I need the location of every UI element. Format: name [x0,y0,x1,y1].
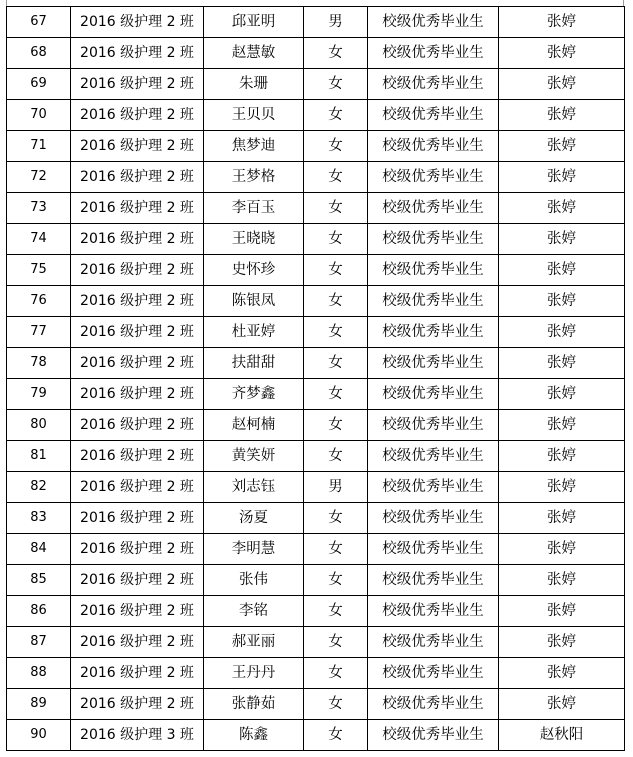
award-cell: 校级优秀毕业生 [368,410,499,441]
table-row [7,317,625,348]
student-name-cell: 赵慧敏 [204,38,304,69]
class-cell: 2016 级护理 2 班 [71,286,204,317]
award-cell: 校级优秀毕业生 [368,689,499,720]
award-cell: 校级优秀毕业生 [368,565,499,596]
row-number-cell: 88 [7,658,71,689]
gender-cell: 女 [304,224,368,255]
table-row [7,162,625,193]
teacher-cell: 张婷 [499,131,625,162]
row-number-cell: 89 [7,689,71,720]
student-name-cell: 王丹丹 [204,658,304,689]
table-row [7,720,625,751]
table-row [7,38,625,69]
row-number-cell: 72 [7,162,71,193]
teacher-cell: 张婷 [499,7,625,38]
teacher-cell: 张婷 [499,255,625,286]
student-name-cell: 张静茹 [204,689,304,720]
class-cell: 2016 级护理 2 班 [71,7,204,38]
table-row [7,131,625,162]
class-cell: 2016 级护理 2 班 [71,131,204,162]
gender-cell: 女 [304,131,368,162]
student-name-cell: 史怀珍 [204,255,304,286]
gender-cell: 女 [304,503,368,534]
award-cell: 校级优秀毕业生 [368,162,499,193]
award-cell: 校级优秀毕业生 [368,255,499,286]
award-cell: 校级优秀毕业生 [368,193,499,224]
gender-cell: 女 [304,441,368,472]
row-number-cell: 78 [7,348,71,379]
teacher-cell: 张婷 [499,100,625,131]
row-number-cell: 76 [7,286,71,317]
student-name-cell: 黄笑妍 [204,441,304,472]
gender-cell: 女 [304,534,368,565]
class-cell: 2016 级护理 2 班 [71,689,204,720]
award-cell: 校级优秀毕业生 [368,534,499,565]
table-row [7,286,625,317]
class-cell: 2016 级护理 3 班 [71,720,204,751]
student-name-cell: 扶甜甜 [204,348,304,379]
gender-cell: 女 [304,317,368,348]
row-number-cell: 87 [7,627,71,658]
class-cell: 2016 级护理 2 班 [71,441,204,472]
award-cell: 校级优秀毕业生 [368,348,499,379]
gender-cell: 女 [304,565,368,596]
teacher-cell: 张婷 [499,627,625,658]
teacher-cell: 张婷 [499,689,625,720]
class-cell: 2016 级护理 2 班 [71,472,204,503]
award-cell: 校级优秀毕业生 [368,7,499,38]
student-name-cell: 朱珊 [204,69,304,100]
award-cell: 校级优秀毕业生 [368,38,499,69]
student-name-cell: 张伟 [204,565,304,596]
student-name-cell: 刘志钰 [204,472,304,503]
gender-cell: 女 [304,348,368,379]
row-number-cell: 80 [7,410,71,441]
row-number-cell: 69 [7,69,71,100]
award-cell: 校级优秀毕业生 [368,658,499,689]
gender-cell: 女 [304,627,368,658]
teacher-cell: 张婷 [499,472,625,503]
class-cell: 2016 级护理 2 班 [71,162,204,193]
class-cell: 2016 级护理 2 班 [71,410,204,441]
class-cell: 2016 级护理 2 班 [71,658,204,689]
award-cell: 校级优秀毕业生 [368,69,499,100]
table-row [7,534,625,565]
class-cell: 2016 级护理 2 班 [71,627,204,658]
student-name-cell: 郝亚丽 [204,627,304,658]
row-number-cell: 74 [7,224,71,255]
student-name-cell: 李铭 [204,596,304,627]
gender-cell: 女 [304,596,368,627]
row-number-cell: 79 [7,379,71,410]
gender-cell: 女 [304,162,368,193]
table-row [7,348,625,379]
table-row [7,565,625,596]
class-cell: 2016 级护理 2 班 [71,193,204,224]
table-row [7,441,625,472]
gender-cell: 女 [304,720,368,751]
teacher-cell: 张婷 [499,658,625,689]
table-body [7,7,625,751]
table-row [7,7,625,38]
teacher-cell: 赵秋阳 [499,720,625,751]
row-number-cell: 67 [7,7,71,38]
student-name-cell: 王贝贝 [204,100,304,131]
teacher-cell: 张婷 [499,503,625,534]
award-cell: 校级优秀毕业生 [368,627,499,658]
teacher-cell: 张婷 [499,286,625,317]
teacher-cell: 张婷 [499,534,625,565]
row-number-cell: 84 [7,534,71,565]
class-cell: 2016 级护理 2 班 [71,596,204,627]
gender-cell: 女 [304,379,368,410]
table-row [7,255,625,286]
gender-cell: 男 [304,7,368,38]
row-number-cell: 75 [7,255,71,286]
gender-cell: 女 [304,69,368,100]
student-name-cell: 李明慧 [204,534,304,565]
teacher-cell: 张婷 [499,69,625,100]
award-cell: 校级优秀毕业生 [368,224,499,255]
student-name-cell: 陈鑫 [204,720,304,751]
teacher-cell: 张婷 [499,224,625,255]
gender-cell: 女 [304,658,368,689]
row-number-cell: 71 [7,131,71,162]
table-row [7,410,625,441]
award-cell: 校级优秀毕业生 [368,379,499,410]
award-cell: 校级优秀毕业生 [368,596,499,627]
row-number-cell: 90 [7,720,71,751]
teacher-cell: 张婷 [499,348,625,379]
gender-cell: 女 [304,410,368,441]
table-row [7,472,625,503]
award-cell: 校级优秀毕业生 [368,286,499,317]
class-cell: 2016 级护理 2 班 [71,317,204,348]
teacher-cell: 张婷 [499,565,625,596]
teacher-cell: 张婷 [499,162,625,193]
table-row [7,193,625,224]
table-row [7,503,625,534]
gender-cell: 男 [304,472,368,503]
student-name-cell: 焦梦迪 [204,131,304,162]
graduates-table [6,6,625,751]
table-row [7,596,625,627]
row-number-cell: 86 [7,596,71,627]
row-number-cell: 68 [7,38,71,69]
student-name-cell: 赵柯楠 [204,410,304,441]
gender-cell: 女 [304,255,368,286]
award-cell: 校级优秀毕业生 [368,131,499,162]
teacher-cell: 张婷 [499,317,625,348]
class-cell: 2016 级护理 2 班 [71,38,204,69]
student-name-cell: 汤夏 [204,503,304,534]
student-name-cell: 李百玉 [204,193,304,224]
gender-cell: 女 [304,689,368,720]
class-cell: 2016 级护理 2 班 [71,224,204,255]
class-cell: 2016 级护理 2 班 [71,255,204,286]
student-name-cell: 邱亚明 [204,7,304,38]
award-cell: 校级优秀毕业生 [368,317,499,348]
table-row [7,379,625,410]
class-cell: 2016 级护理 2 班 [71,503,204,534]
table-row [7,100,625,131]
student-name-cell: 陈银凤 [204,286,304,317]
row-number-cell: 83 [7,503,71,534]
row-number-cell: 70 [7,100,71,131]
class-cell: 2016 级护理 2 班 [71,348,204,379]
table-row [7,689,625,720]
row-number-cell: 82 [7,472,71,503]
class-cell: 2016 级护理 2 班 [71,69,204,100]
student-name-cell: 王梦格 [204,162,304,193]
class-cell: 2016 级护理 2 班 [71,100,204,131]
teacher-cell: 张婷 [499,441,625,472]
row-number-cell: 77 [7,317,71,348]
row-number-cell: 85 [7,565,71,596]
student-name-cell: 齐梦鑫 [204,379,304,410]
row-number-cell: 81 [7,441,71,472]
class-cell: 2016 级护理 2 班 [71,565,204,596]
table-row [7,224,625,255]
award-cell: 校级优秀毕业生 [368,503,499,534]
gender-cell: 女 [304,100,368,131]
student-name-cell: 杜亚婷 [204,317,304,348]
class-cell: 2016 级护理 2 班 [71,534,204,565]
award-cell: 校级优秀毕业生 [368,100,499,131]
gender-cell: 女 [304,286,368,317]
student-name-cell: 王晓晓 [204,224,304,255]
teacher-cell: 张婷 [499,379,625,410]
table-row [7,69,625,100]
teacher-cell: 张婷 [499,38,625,69]
table-row [7,658,625,689]
gender-cell: 女 [304,193,368,224]
gender-cell: 女 [304,38,368,69]
table-row [7,627,625,658]
teacher-cell: 张婷 [499,410,625,441]
award-cell: 校级优秀毕业生 [368,441,499,472]
teacher-cell: 张婷 [499,193,625,224]
award-cell: 校级优秀毕业生 [368,472,499,503]
row-number-cell: 73 [7,193,71,224]
teacher-cell: 张婷 [499,596,625,627]
award-cell: 校级优秀毕业生 [368,720,499,751]
class-cell: 2016 级护理 2 班 [71,379,204,410]
